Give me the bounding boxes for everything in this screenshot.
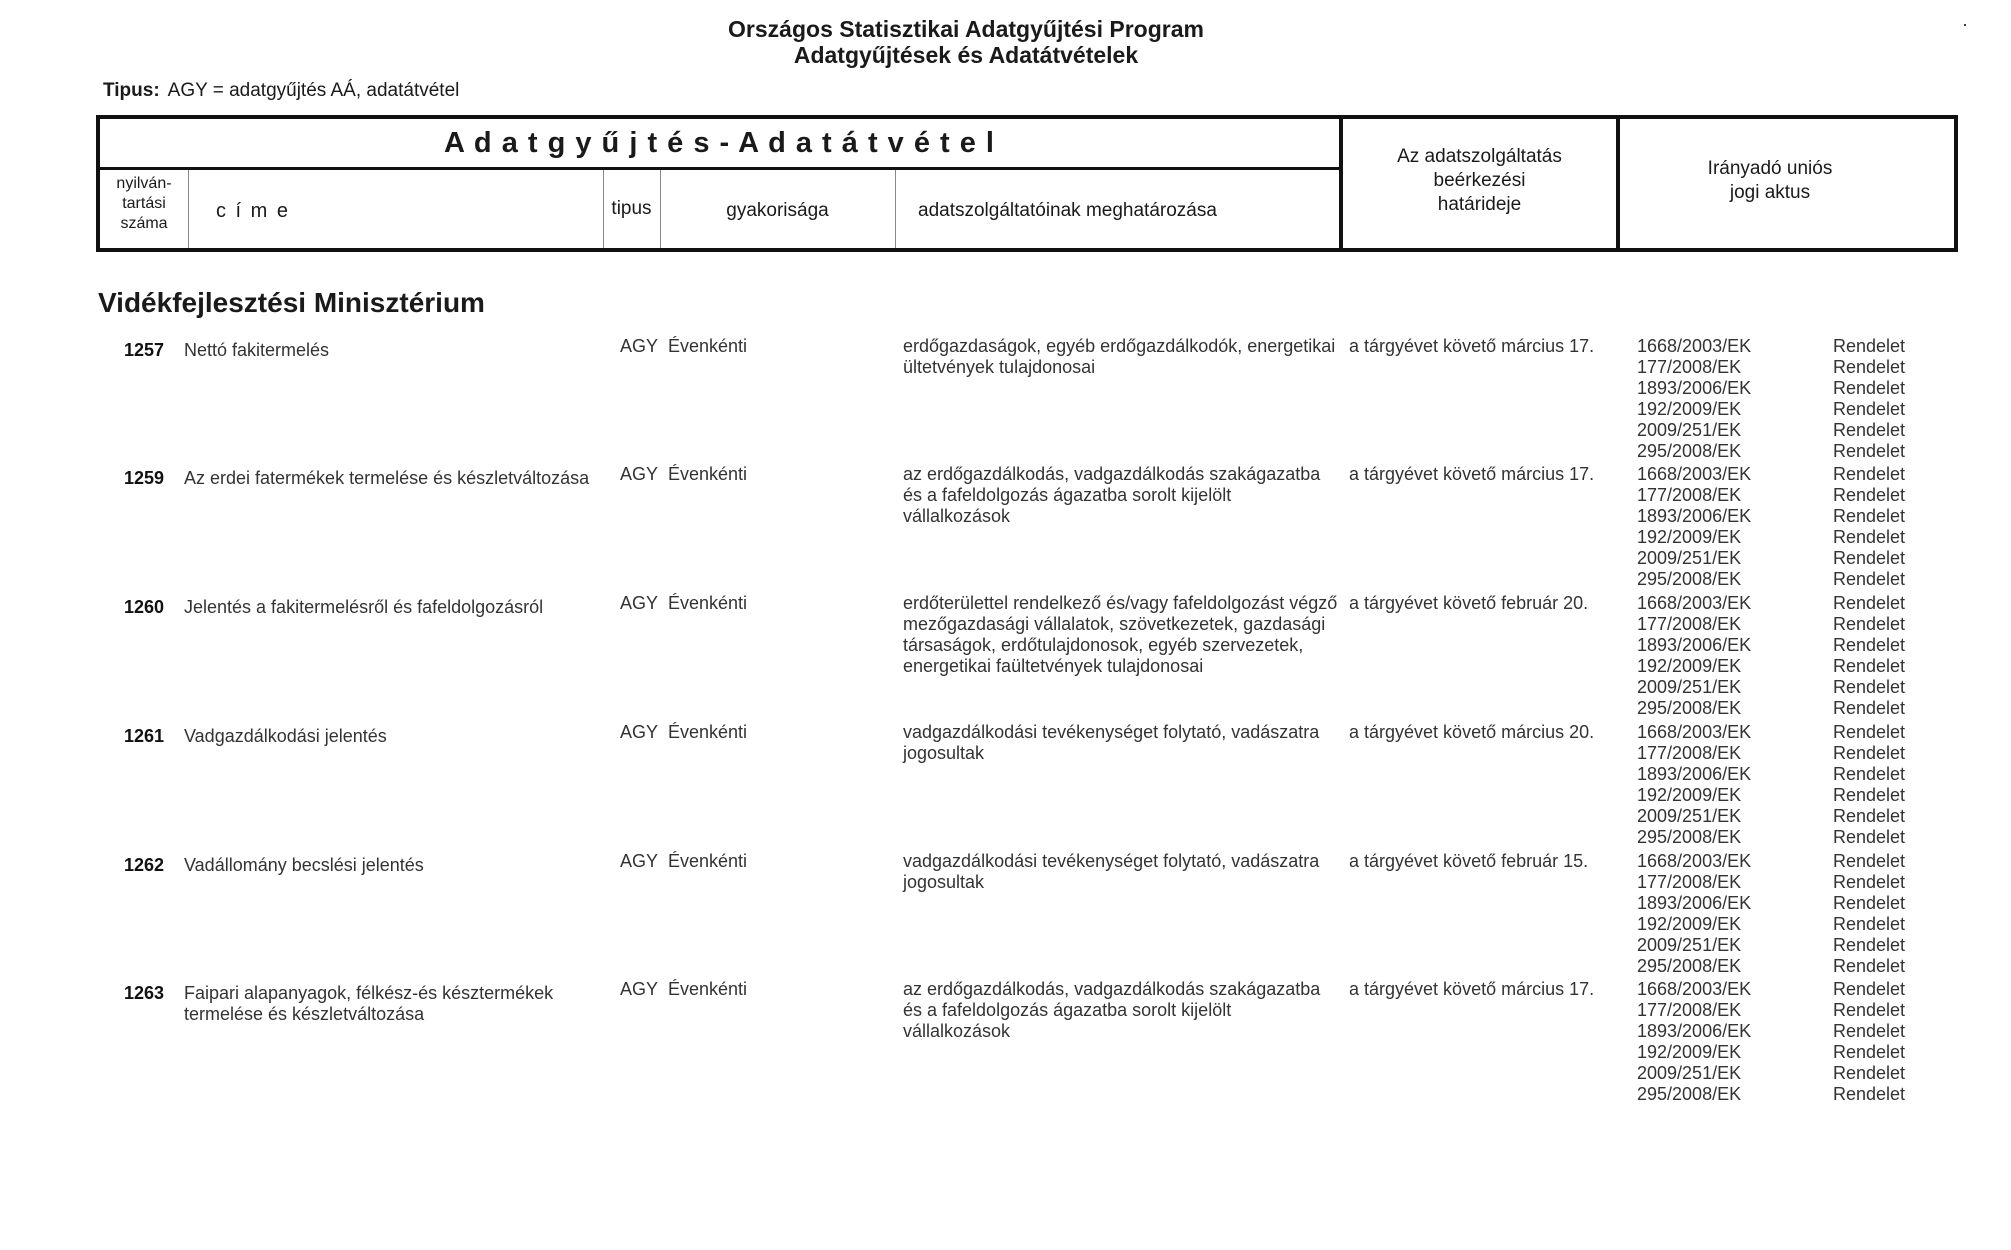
row-number: 1259 — [124, 468, 165, 488]
eu-act-item — [1637, 1042, 1937, 1063]
row-type: AGY — [620, 593, 659, 613]
header-col-eu-act-line: Irányadó uniós — [1707, 158, 1833, 179]
eu-act-item — [1637, 527, 1937, 548]
eu-act-kind: Rendelet — [1833, 743, 1906, 763]
header-col-deadline-line: beérkezési — [1433, 170, 1526, 191]
eu-act-code: 295/2008/EK — [1637, 956, 1742, 976]
eu-act-item — [1637, 698, 1937, 719]
header-col-number — [100, 174, 188, 234]
eu-act-code: 177/2008/EK — [1637, 1000, 1742, 1020]
row-deadline: a tárgyévet követő március 17. — [1349, 464, 1595, 484]
row-frequency: Évenkénti — [668, 336, 748, 356]
eu-act-item — [1637, 806, 1937, 827]
row-provider: erdőgazdaságok, egyéb erdőgazdálkodók, energetikai ültetvények tulajdonosai — [903, 336, 1336, 377]
eu-act-item — [1637, 722, 1937, 743]
eu-act-item — [1637, 914, 1937, 935]
table-header — [96, 115, 1958, 252]
eu-act-kind: Rendelet — [1833, 357, 1906, 377]
eu-act-code: 2009/251/EK — [1637, 677, 1742, 697]
eu-act-kind: Rendelet — [1833, 764, 1906, 784]
header-divider — [895, 170, 896, 248]
eu-act-kind: Rendelet — [1833, 378, 1906, 398]
page-subtitle: Adatgyűjtések és Adatátvételek — [793, 42, 1139, 68]
tipus-legend — [103, 80, 459, 102]
row-frequency: Évenkénti — [668, 464, 748, 484]
eu-act-kind: Rendelet — [1833, 806, 1906, 826]
header-col-title: c í m e — [216, 200, 291, 222]
header-col-number-line: tartási — [122, 195, 166, 212]
eu-act-kind: Rendelet — [1833, 441, 1906, 461]
row-number: 1261 — [124, 726, 165, 746]
eu-act-code: 295/2008/EK — [1637, 698, 1742, 718]
eu-act-item — [1637, 677, 1937, 698]
eu-act-item — [1637, 399, 1937, 420]
eu-act-code: 177/2008/EK — [1637, 743, 1742, 763]
eu-act-code: 1668/2003/EK — [1637, 851, 1752, 871]
row-provider: vadgazdálkodási tevékenységet folytató, vadászatra jogosultak — [903, 722, 1320, 763]
eu-act-kind: Rendelet — [1833, 851, 1906, 871]
eu-act-code: 192/2009/EK — [1637, 1042, 1742, 1062]
eu-act-code: 295/2008/EK — [1637, 827, 1742, 847]
header-col-type: tipus — [611, 198, 652, 219]
eu-act-item — [1637, 548, 1937, 569]
eu-act-kind: Rendelet — [1833, 420, 1906, 440]
row-title: Az erdei fatermékek termelése és készletváltozása — [184, 468, 590, 488]
row-eu-acts — [1637, 851, 1937, 977]
header-col-eu-act — [1620, 157, 1920, 205]
eu-act-kind: Rendelet — [1833, 698, 1906, 718]
row-deadline: a tárgyévet követő február 15. — [1349, 851, 1589, 871]
eu-act-kind: Rendelet — [1833, 893, 1906, 913]
eu-act-code: 177/2008/EK — [1637, 485, 1742, 505]
eu-act-item — [1637, 506, 1937, 527]
row-type: AGY — [620, 851, 659, 871]
eu-act-item — [1637, 743, 1937, 764]
eu-act-code: 1668/2003/EK — [1637, 336, 1752, 356]
eu-act-item — [1637, 1063, 1937, 1084]
eu-act-code: 192/2009/EK — [1637, 527, 1742, 547]
header-divider — [100, 167, 1339, 170]
eu-act-kind: Rendelet — [1833, 677, 1906, 697]
ministry-heading: Vidékfejlesztési Minisztérium — [98, 287, 485, 318]
eu-act-kind: Rendelet — [1833, 1000, 1906, 1020]
header-col-deadline — [1343, 145, 1616, 217]
corner-mark: · — [1962, 14, 1968, 34]
eu-act-code: 1893/2006/EK — [1637, 635, 1752, 655]
eu-act-kind: Rendelet — [1833, 722, 1906, 742]
eu-act-item — [1637, 441, 1937, 462]
header-col-eu-act-line: jogi aktus — [1729, 182, 1811, 203]
header-col-deadline-line: határideje — [1437, 194, 1522, 215]
eu-act-kind: Rendelet — [1833, 1063, 1906, 1083]
eu-act-code: 192/2009/EK — [1637, 914, 1742, 934]
eu-act-code: 295/2008/EK — [1637, 569, 1742, 589]
eu-act-kind: Rendelet — [1833, 785, 1906, 805]
eu-act-code: 2009/251/EK — [1637, 935, 1742, 955]
row-type: AGY — [620, 979, 659, 999]
eu-act-item — [1637, 872, 1937, 893]
eu-act-code: 177/2008/EK — [1637, 614, 1742, 634]
eu-act-code: 1668/2003/EK — [1637, 593, 1752, 613]
eu-act-kind: Rendelet — [1833, 935, 1906, 955]
header-col-deadline-line: Az adatszolgáltatás — [1397, 146, 1562, 167]
eu-act-item — [1637, 764, 1937, 785]
eu-act-item — [1637, 785, 1937, 806]
eu-act-kind: Rendelet — [1833, 979, 1906, 999]
eu-act-code: 1668/2003/EK — [1637, 979, 1752, 999]
row-type: AGY — [620, 336, 659, 356]
eu-act-kind: Rendelet — [1833, 485, 1906, 505]
eu-act-item — [1637, 378, 1937, 399]
eu-act-code: 1668/2003/EK — [1637, 464, 1752, 484]
eu-act-kind: Rendelet — [1833, 914, 1906, 934]
eu-act-kind: Rendelet — [1833, 872, 1906, 892]
eu-act-item — [1637, 979, 1937, 1000]
row-type: AGY — [620, 464, 659, 484]
header-divider — [188, 170, 189, 248]
eu-act-item — [1637, 420, 1937, 441]
page-title: Országos Statisztikai Adatgyűjtési Program — [728, 16, 1204, 42]
header-col-number-line: száma — [120, 215, 168, 232]
eu-act-code: 192/2009/EK — [1637, 785, 1742, 805]
row-provider: az erdőgazdálkodás, vadgazdálkodás szakágazatba és a fafeldolgozás ágazatba sorolt kijelölt vállalkozások — [903, 464, 1321, 526]
row-frequency: Évenkénti — [668, 722, 748, 742]
eu-act-kind: Rendelet — [1833, 635, 1906, 655]
row-title: Vadállomány becslési jelentés — [184, 855, 424, 875]
row-number: 1263 — [124, 983, 165, 1003]
eu-act-kind: Rendelet — [1833, 614, 1906, 634]
row-deadline: a tárgyévet követő február 20. — [1349, 593, 1589, 613]
eu-act-item — [1637, 1021, 1937, 1042]
eu-act-code: 1893/2006/EK — [1637, 893, 1752, 913]
row-eu-acts — [1637, 464, 1937, 590]
eu-act-item — [1637, 635, 1937, 656]
eu-act-code: 2009/251/EK — [1637, 420, 1742, 440]
row-provider: erdőterülettel rendelkező és/vagy fafeldolgozást végző mezőgazdasági vállalatok, szövetkezetek, gazdasági társaságok, erdőtulajdonosok, egyéb szervezetek, energetikai faültetvények tulajdonosai — [903, 593, 1338, 676]
eu-act-kind: Rendelet — [1833, 548, 1906, 568]
eu-act-code: 1893/2006/EK — [1637, 1021, 1752, 1041]
eu-act-kind: Rendelet — [1833, 593, 1906, 613]
row-eu-acts — [1637, 722, 1937, 848]
tipus-value: AGY = adatgyűjtés AÁ, adatátvétel — [167, 80, 460, 101]
eu-act-code: 192/2009/EK — [1637, 399, 1742, 419]
eu-act-code: 2009/251/EK — [1637, 1063, 1742, 1083]
header-col-provider: adatszolgáltatóinak meghatározása — [918, 200, 1217, 221]
eu-act-item — [1637, 1000, 1937, 1021]
row-number: 1260 — [124, 597, 165, 617]
eu-act-code: 1893/2006/EK — [1637, 506, 1752, 526]
header-col-number-line: nyilván- — [116, 175, 172, 192]
eu-act-kind: Rendelet — [1833, 1084, 1906, 1104]
eu-act-item — [1637, 935, 1937, 956]
row-provider: az erdőgazdálkodás, vadgazdálkodás szakágazatba és a fafeldolgozás ágazatba sorolt kijelölt vállalkozások — [903, 979, 1321, 1041]
eu-act-item — [1637, 485, 1937, 506]
eu-act-item — [1637, 357, 1937, 378]
eu-act-item — [1637, 336, 1937, 357]
row-frequency: Évenkénti — [668, 979, 748, 999]
eu-act-code: 177/2008/EK — [1637, 357, 1742, 377]
row-number: 1257 — [124, 340, 165, 360]
row-title: Vadgazdálkodási jelentés — [184, 726, 387, 746]
eu-act-kind: Rendelet — [1833, 399, 1906, 419]
row-provider: vadgazdálkodási tevékenységet folytató, vadászatra jogosultak — [903, 851, 1320, 892]
eu-act-kind: Rendelet — [1833, 1021, 1906, 1041]
eu-act-kind: Rendelet — [1833, 956, 1906, 976]
row-title: Nettó fakitermelés — [184, 340, 330, 360]
row-deadline: a tárgyévet követő március 17. — [1349, 336, 1595, 356]
eu-act-kind: Rendelet — [1833, 464, 1906, 484]
row-frequency: Évenkénti — [668, 851, 748, 871]
eu-act-code: 1668/2003/EK — [1637, 722, 1752, 742]
eu-act-kind: Rendelet — [1833, 506, 1906, 526]
eu-act-code: 177/2008/EK — [1637, 872, 1742, 892]
eu-act-item — [1637, 614, 1937, 635]
row-frequency: Évenkénti — [668, 593, 748, 613]
eu-act-code: 295/2008/EK — [1637, 441, 1742, 461]
eu-act-code: 2009/251/EK — [1637, 806, 1742, 826]
eu-act-code: 192/2009/EK — [1637, 656, 1742, 676]
row-number: 1262 — [124, 855, 165, 875]
eu-act-code: 1893/2006/EK — [1637, 378, 1752, 398]
row-deadline: a tárgyévet követő március 20. — [1349, 722, 1595, 742]
eu-act-kind: Rendelet — [1833, 569, 1906, 589]
eu-act-kind: Rendelet — [1833, 527, 1906, 547]
eu-act-kind: Rendelet — [1833, 656, 1906, 676]
eu-act-item — [1637, 851, 1937, 872]
eu-act-item — [1637, 1084, 1937, 1105]
row-eu-acts — [1637, 979, 1937, 1105]
eu-act-item — [1637, 593, 1937, 614]
header-col-frequency: gyakorisága — [726, 200, 829, 221]
eu-act-code: 295/2008/EK — [1637, 1084, 1742, 1104]
row-type: AGY — [620, 722, 659, 742]
eu-act-kind: Rendelet — [1833, 336, 1906, 356]
eu-act-code: 2009/251/EK — [1637, 548, 1742, 568]
row-deadline: a tárgyévet követő március 17. — [1349, 979, 1595, 999]
eu-act-item — [1637, 893, 1937, 914]
eu-act-code: 1893/2006/EK — [1637, 764, 1752, 784]
eu-act-item — [1637, 956, 1937, 977]
row-eu-acts — [1637, 593, 1937, 719]
eu-act-item — [1637, 464, 1937, 485]
eu-act-kind: Rendelet — [1833, 827, 1906, 847]
header-main-title: A d a t g y ű j t é s - A d a t á t v é t e l — [444, 127, 995, 159]
row-title: Faipari alapanyagok, félkész-és késztermékek termelése és készletváltozása — [184, 983, 554, 1024]
row-title: Jelentés a fakitermelésről és fafeldolgozásról — [184, 597, 544, 617]
row-eu-acts — [1637, 336, 1937, 462]
eu-act-item — [1637, 569, 1937, 590]
eu-act-item — [1637, 827, 1937, 848]
eu-act-kind: Rendelet — [1833, 1042, 1906, 1062]
eu-act-item — [1637, 656, 1937, 677]
tipus-label: Tipus: — [103, 80, 160, 101]
